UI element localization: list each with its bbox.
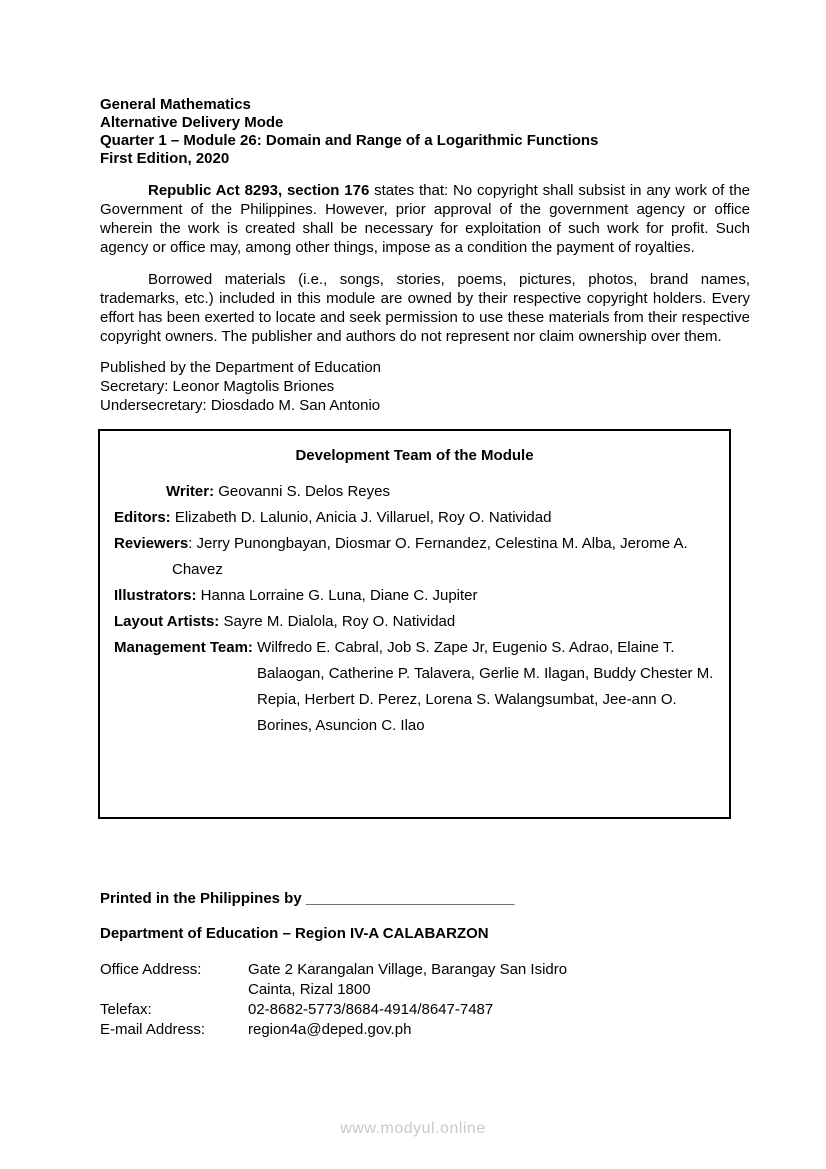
- illustrators-label: Illustrators:: [114, 587, 197, 604]
- office-address-row: [100, 960, 750, 980]
- dev-team-illustrators: [114, 583, 715, 609]
- telefax-value: 02-8682-5773/8684-4914/8647-7487: [248, 1001, 494, 1018]
- reviewers-label: Reviewers: [114, 535, 189, 552]
- writer-value: Geovanni S. Delos Reyes: [214, 483, 390, 500]
- module-title: Quarter 1 – Module 26: Domain and Range of a Logarithmic Functions: [100, 132, 599, 149]
- office-address-label: Office Address:: [100, 961, 202, 978]
- department-region-line: Department of Education – Region IV-A CALABARZON: [100, 925, 489, 942]
- office-address-line2: Cainta, Rizal 1800: [248, 981, 371, 998]
- development-team-box: [98, 429, 731, 819]
- editors-value: Elizabeth D. Lalunio, Anicia J. Villaruel, Roy O. Natividad: [170, 509, 552, 526]
- management-team-label: Management Team:: [114, 639, 253, 656]
- email-label: E-mail Address:: [100, 1021, 206, 1038]
- editors-label: Editors:: [114, 509, 171, 526]
- republic-act-text: states that: No copyright shall subsist in any work of the Government of the Philippines. However, prior approval of the government agency or office wherein the work is created shall be necessary for exploitation of such work for profit. Such agency or office may, among other things, impose as a condition the payment of royalties.: [100, 182, 750, 256]
- management-team-value: Wilfredo E. Cabral, Job S. Zape Jr, Eugenio S. Adrao, Elaine T. Balaogan, Catherine P. Talavera, Gerlie M. Ilagan, Buddy Chester M. Repia, Herbert D. Perez, Lorena S. Walangsumbat, Jee-ann O. Borines, Asuncion C. Ilao: [252, 639, 714, 734]
- publisher-block: [100, 358, 750, 415]
- email-value: region4a@deped.gov.ph: [248, 1021, 412, 1038]
- dev-team-editors: [114, 505, 715, 531]
- secretary-line: Secretary: Leonor Magtolis Briones: [100, 378, 335, 395]
- writer-label: Writer:: [166, 483, 215, 500]
- copyright-paragraph-borrowed: Borrowed materials (i.e., songs, stories, poems, pictures, photos, brand names, trademarks, etc.) included in this module are owned by their respective copyright holders. Every effort has been exerted to locate and seek permission to use these materials from their respective copyright owners. The publisher and authors do not represent nor claim ownership over them.: [100, 271, 750, 345]
- printed-in-philippines-line: Printed in the Philippines by _________________________: [100, 890, 515, 907]
- reviewers-value: : Jerry Punongbayan, Diosmar O. Fernandez, Celestina M. Alba, Jerome A. Chavez: [172, 535, 688, 578]
- office-address-row-2: [100, 980, 750, 1000]
- dev-team-reviewers: [114, 531, 715, 583]
- republic-act-label: Republic Act 8293, section 176: [148, 182, 370, 199]
- undersecretary-line: Undersecretary: Diosdado M. San Antonio: [100, 397, 381, 414]
- dev-team-writer: [114, 479, 715, 505]
- email-row: [100, 1020, 750, 1040]
- dev-team-layout-artists: [114, 609, 715, 635]
- development-team-title: Development Team of the Module: [295, 447, 534, 464]
- layout-artists-value: Sayre M. Dialola, Roy O. Natividad: [219, 613, 456, 630]
- layout-artists-label: Layout Artists:: [114, 613, 220, 630]
- office-address-line1: Gate 2 Karangalan Village, Barangay San Isidro: [248, 961, 568, 978]
- illustrators-value: Hanna Lorraine G. Luna, Diane C. Jupiter: [196, 587, 478, 604]
- watermark-text: www.modyul.online: [340, 1120, 486, 1137]
- telefax-row: [100, 1000, 750, 1020]
- copyright-paragraph-republic-act: [100, 181, 750, 257]
- office-address-label-spacer: [100, 980, 248, 1000]
- module-mode: Alternative Delivery Mode: [100, 114, 284, 131]
- module-subject: General Mathematics: [100, 96, 251, 113]
- module-header: [100, 96, 750, 168]
- contact-details-block: [100, 960, 750, 1040]
- module-edition: First Edition, 2020: [100, 150, 230, 167]
- published-by-line: Published by the Department of Education: [100, 359, 382, 376]
- telefax-label: Telefax:: [100, 1001, 152, 1018]
- dev-team-management: [114, 635, 715, 739]
